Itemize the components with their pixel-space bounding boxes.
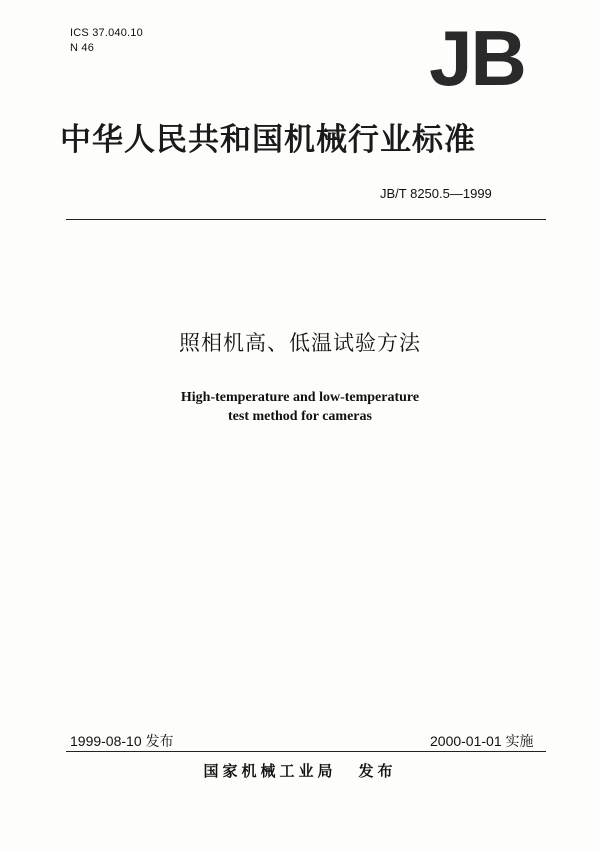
publisher-action: 发布 [358, 763, 397, 780]
issue-date: 1999-08-10 发布 [70, 733, 174, 749]
publisher-line [0, 760, 600, 781]
jb-logo: JB [429, 14, 525, 102]
standard-number: JB/T 8250.5—1999 [380, 186, 492, 201]
document-title-chinese: 照相机高、低温试验方法 [179, 332, 421, 355]
title-english-line1: High-temperature and low-temperature [180, 390, 420, 405]
footer-divider [66, 751, 546, 752]
classification-codes [70, 26, 143, 56]
title-english-line2: test method for cameras [228, 409, 372, 424]
classification-code: N 46 [70, 42, 95, 54]
document-title-english [0, 388, 600, 426]
header-divider [66, 219, 546, 220]
ics-code: ICS 37.040.10 [70, 27, 143, 39]
implementation-date: 2000-01-01 实施 [430, 733, 534, 749]
standard-category-title: 中华人民共和国机械行业标准 [60, 122, 476, 157]
publisher-name: 国家机械工业局 [203, 763, 337, 780]
